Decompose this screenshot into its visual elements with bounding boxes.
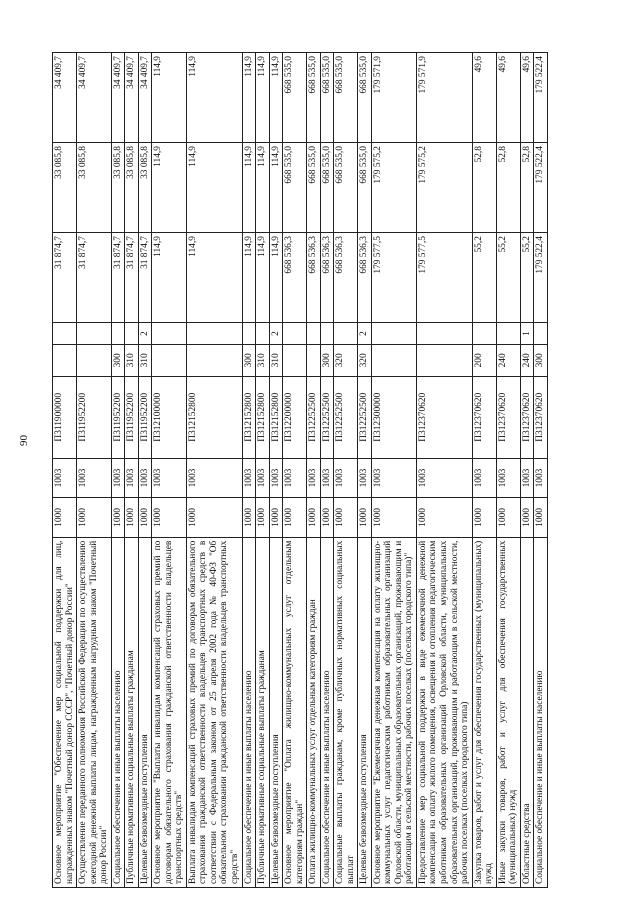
table-row [307, 53, 321, 888]
row-rz: 1003 [520, 458, 534, 497]
row-value-3: 668 535,0 [307, 53, 321, 143]
table-row [283, 53, 307, 888]
row-name: Социальное обеспечение и иные выплаты населению [242, 537, 256, 887]
row-gr: 1000 [256, 498, 270, 537]
table-row [152, 53, 187, 888]
row-gr: 1000 [358, 498, 372, 537]
row-kf [320, 323, 334, 345]
row-value-2: 33 085,8 [77, 143, 112, 233]
row-value-3: 114,9 [242, 53, 256, 143]
row-value-1: 55,2 [496, 233, 520, 323]
row-rz: 1003 [152, 458, 187, 497]
table-row [186, 53, 242, 888]
row-name: Публичные нормативные социальные выплаты гражданам [125, 537, 139, 887]
row-value-2: 668 535,0 [283, 143, 307, 233]
row-name: Закупка товаров, работ и услуг для обеспечения государственных (муниципальных) нужд [472, 537, 496, 887]
budget-table-body [53, 53, 548, 888]
row-name: Предоставление мер социальной поддержки в виде ежемесячной денежной компенсации на оплату жилого помещения, освещения и отопления педагогическим работникам образовательных организаций Орловской области, муниципальных образовательных организаций, проживающим и работающим в сельской местности, рабочих поселках (поселках городского типа) [416, 537, 472, 887]
row-rz: 1003 [269, 458, 283, 497]
row-gr: 1000 [125, 498, 139, 537]
row-value-1: 668 536,3 [283, 233, 307, 323]
table-row [125, 53, 139, 888]
row-name: Основное мероприятие "Оплата жилищно-коммунальных услуг отдельным категориям граждан" [283, 537, 307, 887]
row-name: Социальные выплаты гражданам, кроме публичных нормативных социальных выплат [334, 537, 358, 887]
row-value-1: 179 577,5 [371, 233, 416, 323]
row-value-1: 31 874,7 [138, 233, 152, 323]
row-gr: 1000 [472, 498, 496, 537]
row-gr: 1000 [111, 498, 125, 537]
row-value-2: 668 535,0 [320, 143, 334, 233]
table-row [242, 53, 256, 888]
row-cs: П312370620 [472, 376, 496, 458]
row-kf: 2 [138, 323, 152, 345]
row-kf [283, 323, 307, 345]
row-value-3: 179 571,9 [416, 53, 472, 143]
row-kf [125, 323, 139, 345]
row-rz: 1003 [125, 458, 139, 497]
row-vr: 300 [111, 344, 125, 376]
row-rz: 1003 [307, 458, 321, 497]
row-kf [77, 323, 112, 345]
row-vr: 300 [320, 344, 334, 376]
row-value-1: 31 874,7 [53, 233, 77, 323]
row-kf [186, 323, 242, 345]
row-value-3: 668 535,0 [283, 53, 307, 143]
row-kf [307, 323, 321, 345]
row-name: Социальное обеспечение и иные выплаты населению [534, 537, 548, 887]
row-value-1: 114,9 [152, 233, 187, 323]
budget-table [52, 52, 548, 888]
row-cs: П312252500 [320, 376, 334, 458]
row-value-2: 52,8 [496, 143, 520, 233]
row-kf [242, 323, 256, 345]
row-value-3: 49,6 [520, 53, 534, 143]
row-gr: 1000 [496, 498, 520, 537]
row-value-3: 114,9 [152, 53, 187, 143]
row-vr [186, 344, 242, 376]
row-value-2: 52,8 [472, 143, 496, 233]
row-value-1: 668 536,3 [320, 233, 334, 323]
row-name: Целевые безвозмездные поступления [269, 537, 283, 887]
row-kf [416, 323, 472, 345]
row-value-1: 668 536,3 [358, 233, 372, 323]
row-cs: П312152800 [256, 376, 270, 458]
row-cs: П312370620 [416, 376, 472, 458]
row-cs: П311952200 [125, 376, 139, 458]
row-rz: 1003 [534, 458, 548, 497]
row-name: Социальное обеспечение и иные выплаты населению [320, 537, 334, 887]
row-value-2: 33 085,8 [111, 143, 125, 233]
row-vr: 240 [496, 344, 520, 376]
row-cs: П312152800 [269, 376, 283, 458]
row-value-3: 179 522,4 [534, 53, 548, 143]
row-kf [256, 323, 270, 345]
row-value-1: 31 874,7 [111, 233, 125, 323]
row-value-3: 34 409,7 [138, 53, 152, 143]
row-gr: 1000 [334, 498, 358, 537]
row-gr: 1000 [520, 498, 534, 537]
row-value-3: 34 409,7 [77, 53, 112, 143]
row-rz: 1003 [242, 458, 256, 497]
row-gr: 1000 [269, 498, 283, 537]
row-rz: 1003 [334, 458, 358, 497]
row-name: Публичные нормативные социальные выплаты гражданам [256, 537, 270, 887]
row-value-3: 34 409,7 [53, 53, 77, 143]
row-vr: 200 [472, 344, 496, 376]
row-rz: 1003 [371, 458, 416, 497]
row-value-3: 668 535,0 [358, 53, 372, 143]
row-value-1: 55,2 [472, 233, 496, 323]
row-gr: 1000 [320, 498, 334, 537]
row-vr: 300 [242, 344, 256, 376]
row-gr: 1000 [242, 498, 256, 537]
row-value-2: 668 535,0 [334, 143, 358, 233]
row-vr [77, 344, 112, 376]
row-name: Целевые безвозмездные поступления [138, 537, 152, 887]
row-rz: 1003 [186, 458, 242, 497]
row-name: Целевые безвозмездные поступления [358, 537, 372, 887]
row-kf [534, 323, 548, 345]
row-gr: 1000 [77, 498, 112, 537]
table-row [334, 53, 358, 888]
row-vr [53, 344, 77, 376]
row-vr: 320 [358, 344, 372, 376]
row-value-2: 114,9 [242, 143, 256, 233]
row-gr: 1000 [307, 498, 321, 537]
row-gr: 1000 [186, 498, 242, 537]
row-kf [53, 323, 77, 345]
row-vr: 310 [269, 344, 283, 376]
row-vr [283, 344, 307, 376]
row-name: Основное мероприятие "Обеспечение мер социальной поддержки для лиц, награжденных знаком "Почетный донор СССР", "Почетный донор России" [53, 537, 77, 887]
row-rz: 1003 [472, 458, 496, 497]
row-vr: 320 [334, 344, 358, 376]
row-value-1: 179 522,4 [534, 233, 548, 323]
row-cs: П312200000 [283, 376, 307, 458]
row-kf: 2 [269, 323, 283, 345]
table-row [496, 53, 520, 888]
row-name: Основное мероприятие "Выплаты инвалидам компенсаций страховых премий по договорам обязательного страхования гражданской ответственности владельцев транспортных средств" [152, 537, 187, 887]
row-value-3: 114,9 [186, 53, 242, 143]
row-kf [496, 323, 520, 345]
row-value-1: 114,9 [256, 233, 270, 323]
row-vr [307, 344, 321, 376]
row-value-3: 668 535,0 [334, 53, 358, 143]
row-cs: П312252500 [334, 376, 358, 458]
row-kf: 1 [520, 323, 534, 345]
row-vr: 300 [534, 344, 548, 376]
row-rz: 1003 [256, 458, 270, 497]
row-cs: П312370620 [520, 376, 534, 458]
row-vr [371, 344, 416, 376]
table-row [320, 53, 334, 888]
row-kf [472, 323, 496, 345]
row-value-2: 33 085,8 [125, 143, 139, 233]
row-value-2: 179 575,2 [371, 143, 416, 233]
row-name: Социальное обеспечение и иные выплаты населению [111, 537, 125, 887]
row-value-2: 52,8 [520, 143, 534, 233]
row-cs: П312370620 [534, 376, 548, 458]
row-name: Оплата жилищно-коммунальных услуг отдельным категориям граждан [307, 537, 321, 887]
row-value-1: 55,2 [520, 233, 534, 323]
row-value-3: 34 409,7 [111, 53, 125, 143]
row-rz: 1003 [111, 458, 125, 497]
row-value-2: 179 522,4 [534, 143, 548, 233]
row-rz: 1003 [77, 458, 112, 497]
row-value-1: 114,9 [269, 233, 283, 323]
row-vr: 310 [256, 344, 270, 376]
row-gr: 1000 [416, 498, 472, 537]
row-value-2: 114,9 [152, 143, 187, 233]
row-value-3: 49,6 [472, 53, 496, 143]
row-cs: П311952200 [111, 376, 125, 458]
row-rz: 1003 [320, 458, 334, 497]
row-value-1: 179 577,5 [416, 233, 472, 323]
row-gr: 1000 [283, 498, 307, 537]
row-value-2: 114,9 [186, 143, 242, 233]
row-value-2: 668 535,0 [358, 143, 372, 233]
table-row [77, 53, 112, 888]
row-value-2: 114,9 [256, 143, 270, 233]
row-vr: 310 [138, 344, 152, 376]
row-value-3: 668 535,0 [320, 53, 334, 143]
table-row [472, 53, 496, 888]
row-rz: 1003 [416, 458, 472, 497]
row-name: Выплата инвалидам компенсаций страховых премий по договорам обязательного страхования гражданской ответственности владельцев транспортных средств в соответствии с Федеральным законом от 25 апреля 2002 года № 40-ФЗ "Об обязательном страховании гражданской ответственности владельцев транспортных средств" [186, 537, 242, 887]
table-row [269, 53, 283, 888]
row-cs: П312370620 [496, 376, 520, 458]
row-cs: П312152800 [242, 376, 256, 458]
row-vr: 240 [520, 344, 534, 376]
row-kf [152, 323, 187, 345]
table-row [138, 53, 152, 888]
row-name: Осуществление переданного полномочия Российской Федерации по осуществлению ежегодной денежной выплаты лицам, награжденным нагрудным знаком "Почетный донор России" [77, 537, 112, 887]
row-gr: 1000 [138, 498, 152, 537]
row-value-3: 114,9 [269, 53, 283, 143]
row-rz: 1003 [496, 458, 520, 497]
row-vr [416, 344, 472, 376]
row-cs: П311900000 [53, 376, 77, 458]
row-name: Иные закупки товаров, работ и услуг для обеспечения государственных (муниципальных) нужд [496, 537, 520, 887]
table-row [358, 53, 372, 888]
row-gr: 1000 [371, 498, 416, 537]
table-row [111, 53, 125, 888]
row-kf [111, 323, 125, 345]
row-rz: 1003 [283, 458, 307, 497]
row-cs: П311952200 [138, 376, 152, 458]
row-value-3: 114,9 [256, 53, 270, 143]
page-number: 90 [18, 435, 30, 446]
row-value-2: 179 575,2 [416, 143, 472, 233]
row-value-3: 179 571,9 [371, 53, 416, 143]
table-row [256, 53, 270, 888]
row-cs: П311952200 [77, 376, 112, 458]
row-vr: 310 [125, 344, 139, 376]
row-kf [334, 323, 358, 345]
table-row [534, 53, 548, 888]
row-gr: 1000 [53, 498, 77, 537]
row-value-3: 34 409,7 [125, 53, 139, 143]
row-cs: П312252500 [307, 376, 321, 458]
row-value-1: 31 874,7 [77, 233, 112, 323]
row-value-2: 114,9 [269, 143, 283, 233]
row-value-1: 31 874,7 [125, 233, 139, 323]
table-row [371, 53, 416, 888]
row-cs: П312252500 [358, 376, 372, 458]
row-rz: 1003 [358, 458, 372, 497]
row-gr: 1000 [534, 498, 548, 537]
row-vr [152, 344, 187, 376]
row-name: Основное мероприятие "Ежемесячная денежная компенсация на оплату жилищно-коммунальных услуг педагогическим работникам образовательных организаций Орловской области, муниципальных образовательных организаций, проживающим и работающим в сельской местности, рабочих поселках (поселках городского типа)" [371, 537, 416, 887]
row-value-1: 114,9 [186, 233, 242, 323]
row-cs: П312300000 [371, 376, 416, 458]
table-row [520, 53, 534, 888]
row-name: Областные средства [520, 537, 534, 887]
row-value-3: 49,6 [496, 53, 520, 143]
rotated-page [52, 52, 607, 888]
row-value-2: 33 085,8 [138, 143, 152, 233]
row-cs: П312100000 [152, 376, 187, 458]
table-row [416, 53, 472, 888]
row-value-1: 668 536,3 [307, 233, 321, 323]
row-rz: 1003 [53, 458, 77, 497]
row-value-1: 114,9 [242, 233, 256, 323]
row-kf: 2 [358, 323, 372, 345]
row-gr: 1000 [152, 498, 187, 537]
table-row [53, 53, 77, 888]
row-value-2: 668 535,0 [307, 143, 321, 233]
row-value-2: 33 085,8 [53, 143, 77, 233]
row-kf [371, 323, 416, 345]
row-cs: П312152800 [186, 376, 242, 458]
row-value-1: 668 536,3 [334, 233, 358, 323]
row-rz: 1003 [138, 458, 152, 497]
